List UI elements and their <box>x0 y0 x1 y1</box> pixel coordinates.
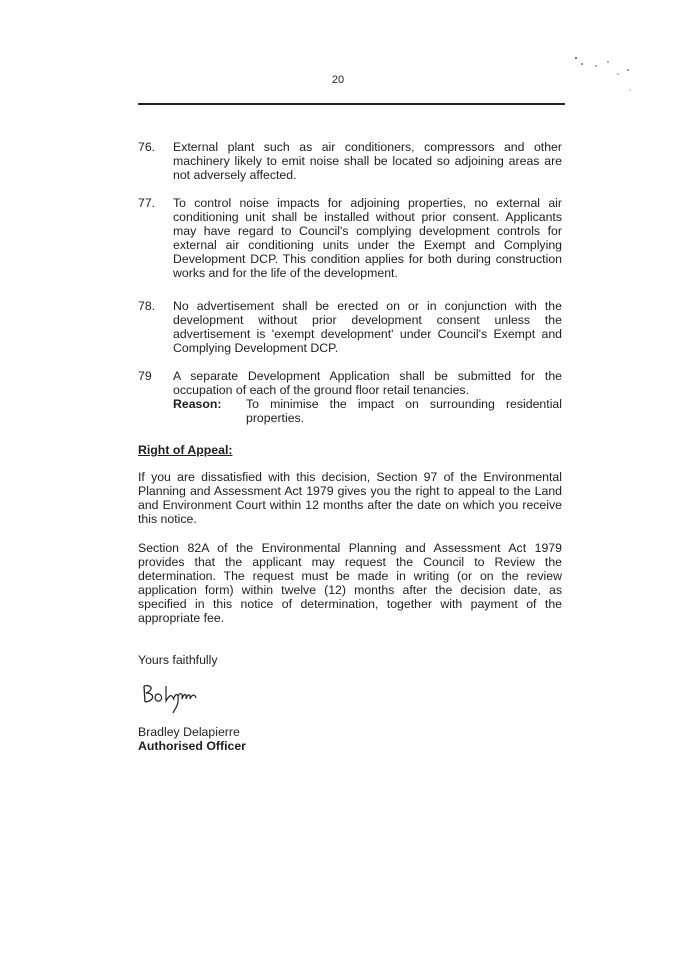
closing-salutation: Yours faithfully <box>138 653 218 667</box>
condition-78 <box>138 299 562 355</box>
condition-text: No advertisement shall be erected on or in conjunction with the development without prior development consent unless the advertisement is 'exempt development' under Council's Exempt and Complying Development DCP. <box>173 299 562 355</box>
reason-text: To minimise the impact on surrounding residential properties. <box>246 397 562 425</box>
condition-reason <box>173 397 562 425</box>
condition-76 <box>138 140 562 182</box>
review-paragraph: Section 82A of the Environmental Planning and Assessment Act 1979 provides that the applicant may request the Council to Review the determination. The request must be made in writing (or on the review application form) within twelve (12) months after the decision date, as specified in this notice of determination, together with payment of the appropriate fee. <box>138 541 562 625</box>
condition-text: To control noise impacts for adjoining properties, no external air conditioning unit shall be installed without prior consent. Applicants may have regard to Council's complying development controls for external air conditioning units under the Exempt and Complying Development DCP. This condition applies for both during construction works and for the life of the development. <box>173 196 562 280</box>
condition-number: 79 <box>138 369 152 383</box>
signatory-name: Bradley Delapierre <box>138 725 240 739</box>
appeal-heading: Right of Appeal: <box>138 443 233 457</box>
condition-77 <box>138 196 562 280</box>
appeal-paragraph: If you are dissatisfied with this decision, Section 97 of the Environmental Planning and Assessment Act 1979 gives you the right to appeal to the Land and Environment Court within 12 months after the date on which you receive this notice. <box>138 470 562 526</box>
header-rule <box>138 103 565 105</box>
handwritten-signature <box>138 680 208 716</box>
condition-text: External plant such as air conditioners, compressors and other machinery likely to emit noise shall be located so adjoining areas are not adversely affected. <box>173 140 562 182</box>
reason-label: Reason: <box>173 397 222 411</box>
condition-number: 76. <box>138 140 156 154</box>
condition-79 <box>138 369 562 425</box>
page-number: 20 <box>331 74 345 86</box>
condition-number: 78. <box>138 299 156 313</box>
condition-number: 77. <box>138 196 156 210</box>
scan-specks <box>560 50 650 100</box>
signatory-title: Authorised Officer <box>138 739 246 753</box>
condition-text: A separate Development Application shall be submitted for the occupation of each of the ground floor retail tenancies. <box>173 369 562 397</box>
